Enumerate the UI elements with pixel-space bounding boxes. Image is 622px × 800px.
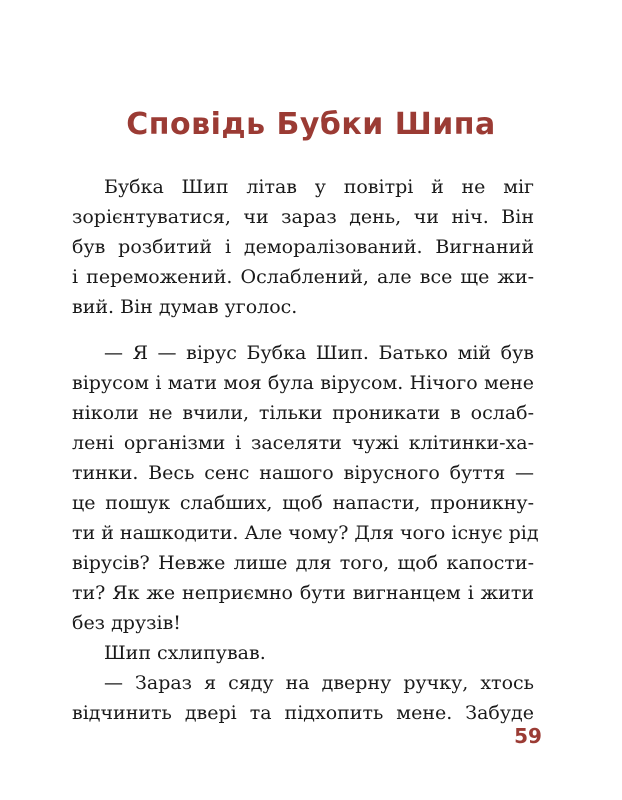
text-line: вий. Він думав уголос. [72, 296, 298, 318]
text-line: був розбитий і деморалізований. Вигнаний [72, 236, 534, 258]
paragraph-2 [72, 338, 539, 728]
text-line: вірусів? Невже лише для того, щоб капости- [72, 552, 534, 574]
text-line: вірусом і мати моя була вірусом. Нічого мене [72, 372, 534, 394]
text-line: без друзів! [72, 612, 181, 634]
text-line: ти й нашкодити. Але чому? Для чого існує рід [72, 522, 539, 544]
text-line: — Зараз я сяду на дверну ручку, хтось [104, 672, 534, 694]
text-line: зорієнтуватися, чи зараз день, чи ніч. Він [72, 206, 534, 228]
page-number: 59 [514, 724, 542, 748]
text-line: це пошук слабших, щоб напасти, проникну- [72, 492, 534, 514]
text-line: і переможений. Ослаблений, але все ще жи- [72, 266, 534, 288]
text-line: відчинить двері та підхопить мене. Забуде [72, 702, 534, 724]
text-line: тинки. Весь сенс нашого вірусного буття — [72, 462, 534, 484]
text-line: ти? Як же неприємно бути вигнанцем і жити [72, 582, 534, 604]
text-line: Бубка Шип літав у повітрі й не міг [104, 176, 534, 198]
text-line: Шип схлипував. [104, 642, 266, 664]
paragraph-1 [72, 172, 534, 322]
text-line: — Я — вірус Бубка Шип. Батько мій був [104, 342, 534, 364]
text-line: лені організми і заселяти чужі клітинки-ха- [72, 432, 534, 454]
chapter-title: Сповідь Бубки Шипа [126, 107, 496, 142]
text-line: ніколи не вчили, тільки проникати в ослаб- [72, 402, 534, 424]
